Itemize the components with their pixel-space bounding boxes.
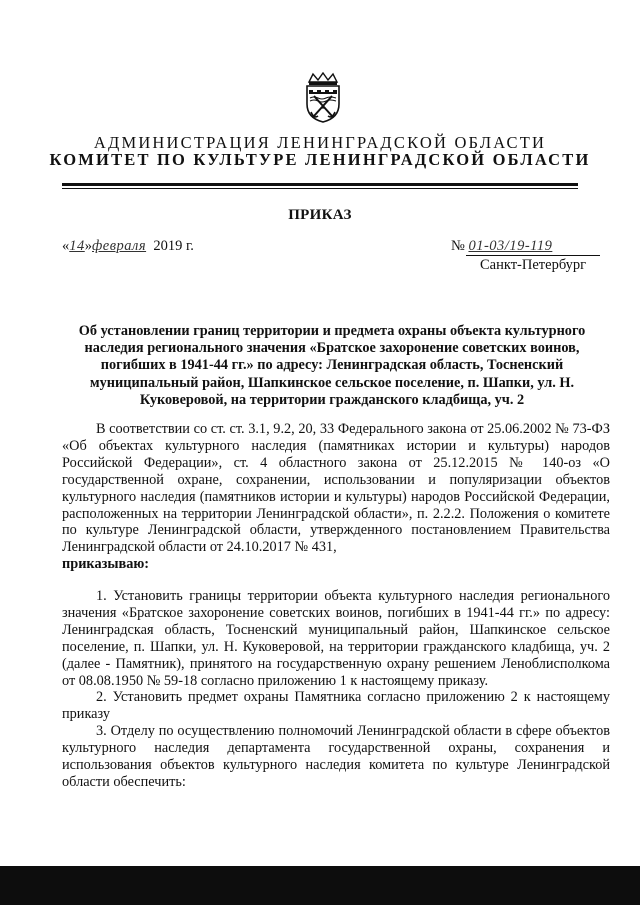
order-item-1: 1. Установить границы территории объекта культурного наследия регионального значения «Братское захоронение советских воинов, погибших в 1941-44 гг.» по адресу: Ленинградская область, Тосненский муниципальный район, Шапкинское сельское поселение, п. Шапки, ул. Н. Куковеровой, на территории гражданского кладбища, уч. 2 (далее - Памятник), принятого на государственную охрану решением Леноблисполкома от 08.08.1950 № 59-18 согласно приложению 1 к настоящему приказу.	[62, 588, 610, 689]
document-type-title: ПРИКАЗ	[288, 207, 352, 223]
header-divider-thin	[62, 188, 578, 189]
issue-place: Санкт-Петербург	[480, 257, 587, 273]
preamble-text: В соответствии со ст. ст. 3.1, 9.2, 20, 33 Федерального закона от 25.06.2002 № 73-ФЗ «Об объектах культурного наследия (памятниках истории и культуры) народов Российской Федерации», ст. 4 областного закона от 25.12.2015 № 140-оз «О государственной охране, сохранении, использовании и популяризации объектов культурного наследия (памятников истории и культуры) народов Российской Федерации, расположенных на территории Ленинградской области», п. 2.2.2. Положения о комитете по культуре Ленинградской области, утвержденного постановлением Правительства Ленинградской области от 24.10.2017 № 431,	[62, 421, 610, 556]
scan-edge-bar	[0, 866, 640, 905]
date-year: 2019 г.	[153, 238, 194, 254]
document-date	[62, 238, 194, 255]
preamble-paragraph	[62, 421, 610, 573]
number-underline	[466, 255, 600, 256]
header-divider-thick	[62, 183, 578, 186]
order-word: приказываю:	[62, 556, 150, 573]
document-number	[451, 238, 552, 255]
committee-name: КОМИТЕТ ПО КУЛЬТУРЕ ЛЕНИНГРАДСКОЙ ОБЛАСТИ	[49, 150, 591, 169]
order-items	[62, 588, 610, 791]
date-day-handwritten: 14	[69, 238, 85, 254]
order-subject: Об установлении границ территории и предмета охраны объекта культурного наследия регионального значения «Братское захоронение советских воинов, погибших в 1941-44 гг.» по адресу: Ленинградская область, Тосненский муниципальный район, Шапкинское сельское поселение, п. Шапки, ул. Н. Куковеровой, на территории гражданского кладбища, уч. 2	[78, 323, 586, 408]
date-month-handwritten: февраля	[92, 238, 147, 254]
order-item-3: 3. Отделу по осуществлению полномочий Ленинградской области в сфере объектов культурного наследия департамента государственной охраны, сохранения и использования объектов культурного наследия комитета по культуре Ленинградской области обеспечить:	[62, 723, 610, 790]
date-close-quote: »	[84, 238, 92, 254]
order-item-2: 2. Установить предмет охраны Памятника согласно приложению 2 к настоящему приказу	[62, 689, 610, 723]
date-open-quote: «	[62, 238, 70, 254]
number-sign: №	[451, 238, 465, 254]
number-handwritten: 01-03/19-119	[468, 238, 553, 254]
administration-name: АДМИНИСТРАЦИЯ ЛЕНИНГРАДСКОЙ ОБЛАСТИ	[93, 133, 547, 152]
coat-of-arms-emblem	[301, 72, 345, 124]
